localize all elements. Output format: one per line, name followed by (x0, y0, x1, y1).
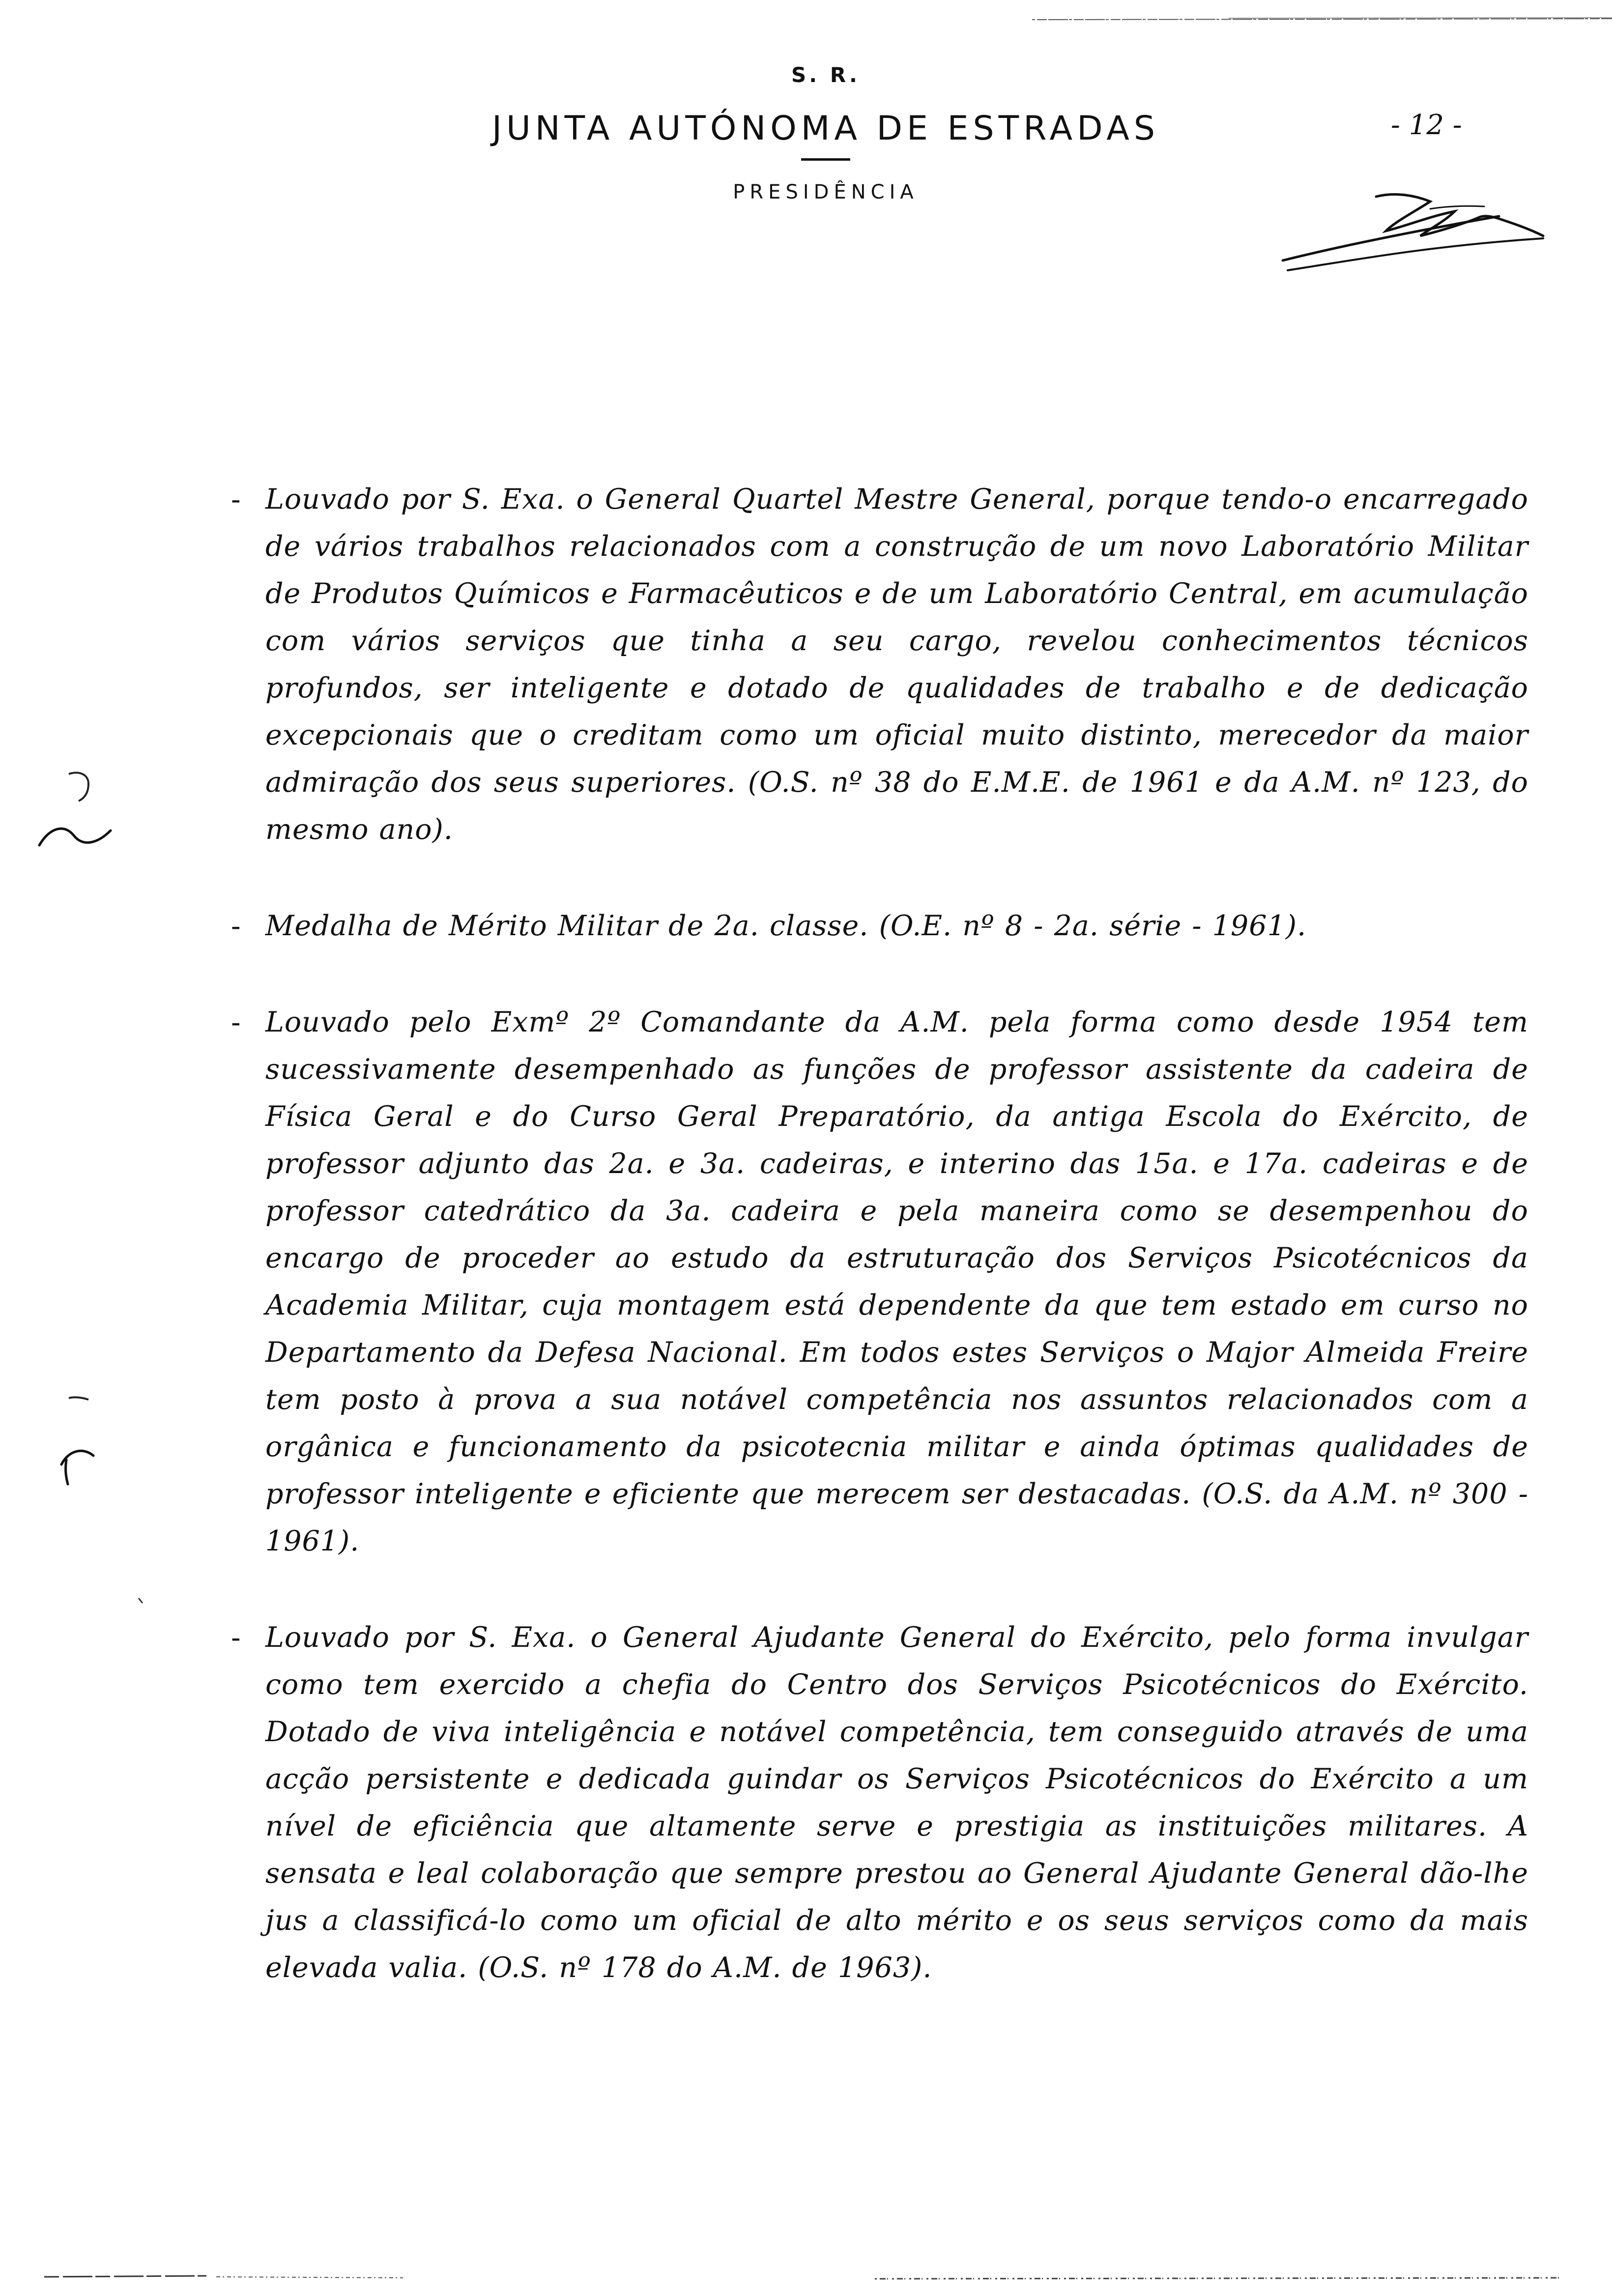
bullet-dash: - (231, 1621, 241, 1654)
scan-line-bottom (0, 2273, 1612, 2283)
department-label: PRESIDÊNCIA (733, 181, 919, 203)
margin-marks (0, 737, 147, 1622)
scan-line-top (1032, 17, 1612, 22)
bullet-dash: - (231, 909, 241, 943)
list-item (231, 476, 1528, 853)
list-item (231, 1614, 1528, 1991)
bullet-dash: - (231, 483, 241, 516)
entry-text: Louvado pelo Exmº 2º Comandante da A.M. pela forma como desde 1954 tem sucessivamente desempenhado as funções de professor assistente da cadeira de Física Geral e do Curso Geral Preparatório, da antiga Escola do Exército, de professor adjunto das 2a. e 3a. cadeiras, e interino das 15a. e 17a. cadeiras e de professor catedrático da 3a. cadeira e pela maneira como se desempenhou do encargo de proceder ao estudo da estruturação dos Serviços Psicotécnicos da Academia Militar, cuja montagem está dependente da que tem estado em curso no Departamento da Defesa Nacional. Em todos estes Serviços o Major Almeida Freire tem posto à prova a sua notável competência nos assuntos relacionados com a orgânica e funcionamento da psicotecnia militar e ainda óptimas qualidades de professor inteligente e eficiente que merecem ser destacadas. (O.S. da A.M. nº 300 - 1961). (265, 1006, 1528, 1557)
list-item (231, 902, 1528, 949)
header-sr: S. R. (791, 63, 860, 87)
entry-text: Louvado por S. Exa. o General Quartel Mestre General, porque tendo-o encarregado de vários trabalhos relacionados com a construção de um novo Laboratório Militar de Produtos Químicos e Farmacêuticos e de um Laboratório Central, em acumulação com vários serviços que tinha a seu cargo, revelou conhecimentos técnicos profundos, ser inteligente e dotado de qualidades de trabalho e de dedicação excepcionais que o creditam como um oficial muito distinto, merecedor da maior admiração dos seus superiores. (O.S. nº 38 do E.M.E. de 1961 e da A.M. nº 123, do mesmo ano). (265, 483, 1528, 846)
list-item (231, 999, 1528, 1565)
organization-title: JUNTA AUTÓNOMA DE ESTRADAS (491, 109, 1160, 148)
commendations-list (231, 476, 1528, 2040)
entry-text: Louvado por S. Exa. o General Ajudante General do Exército, pelo forma invulgar como tem exercido a chefia do Centro dos Serviços Psicotécnicos do Exército. Dotado de viva inteligência e notável competência, tem conseguido através de uma acção persistente e dedicada guindar os Serviços Psicotécnicos do Exército a um nível de eficiência que altamente serve e prestigia as instituições militares. A sensata e leal colaboração que sempre prestou ao General Ajudante General dão-lhe jus a classificá-lo como um oficial de alto mérito e os seus serviços como da mais elevada valia. (O.S. nº 178 do A.M. de 1963). (265, 1621, 1528, 1984)
bullet-dash: - (231, 1005, 241, 1039)
title-underline (801, 158, 850, 161)
entry-text: Medalha de Mérito Militar de 2a. classe. (O.E. nº 8 - 2a. série - 1961). (265, 910, 1307, 942)
signature-icon (1268, 182, 1563, 280)
page-number: - 12 - (1391, 109, 1462, 141)
